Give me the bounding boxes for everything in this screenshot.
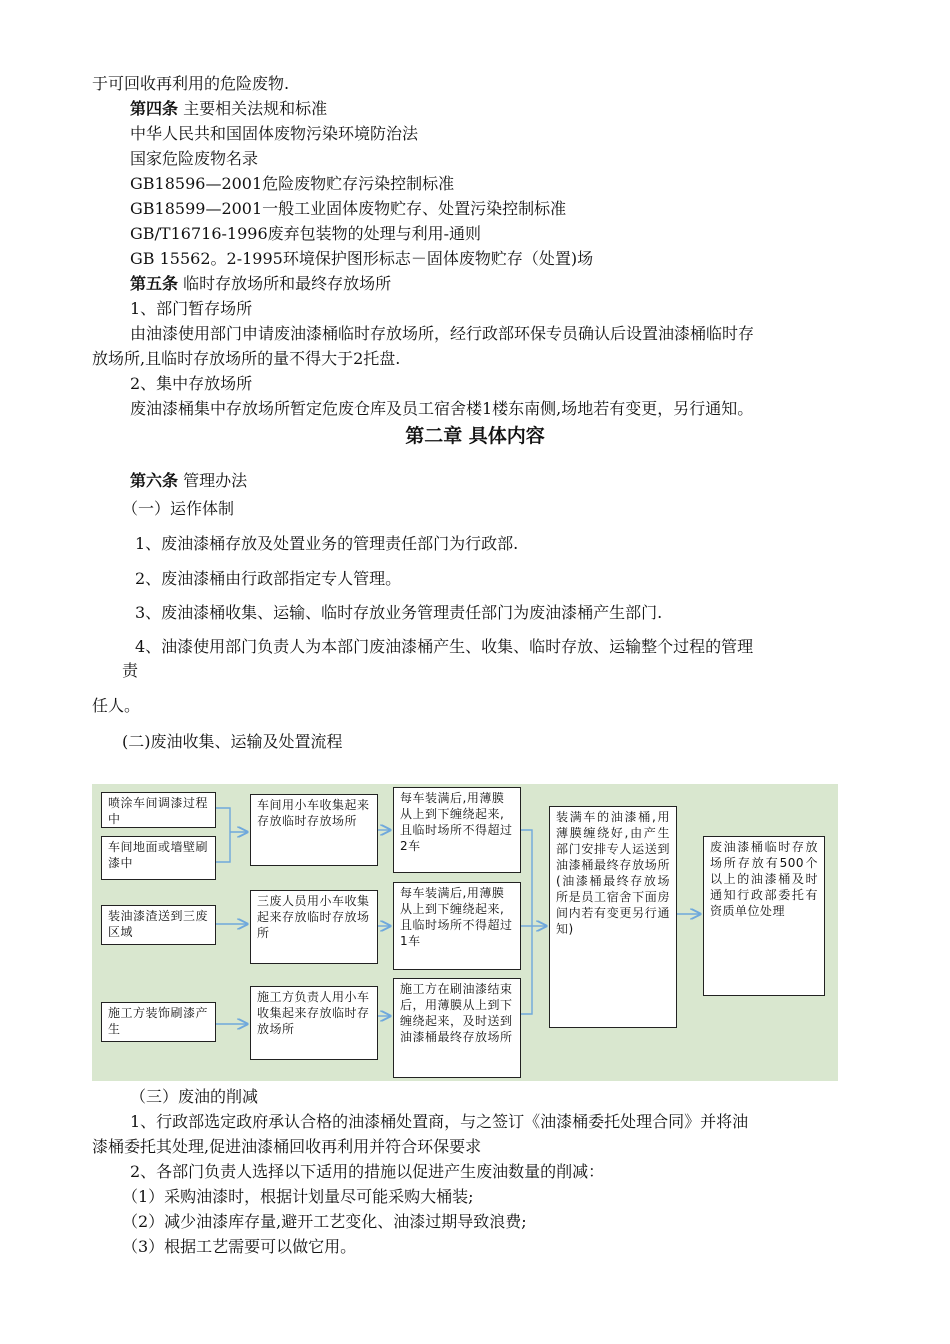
measure-item: （3）根据工艺需要可以做它用。: [122, 1237, 357, 1256]
step-disposal: 废油漆桶临时存放场所存放有500个以上的油漆桶及时通知行政部委托有资质单位处理: [703, 836, 825, 996]
step-waste-staff-cart: 三废人员用小车收集起来存放临时存放场所: [250, 890, 378, 964]
law-item: 国家危险废物名录: [130, 149, 259, 168]
step-workshop-cart: 车间用小车收集起来存放临时存放场所: [250, 794, 378, 866]
paragraph-line: 由油漆使用部门申请废油漆桶临时存放场所，经行政部环保专员确认后设置油漆桶临时存: [130, 324, 755, 343]
law-item: GB/T16716-1996废弃包装物的处理与利用-通则: [130, 224, 482, 243]
sub-heading: 1、部门暂存场所: [130, 299, 253, 318]
step-wrap-limit-2: 每车装满后,用薄膜从上到下缠绕起来,且临时场所不得超过2车: [393, 787, 521, 873]
law-item: GB18596—2001危险废物贮存污染控制标准: [130, 174, 455, 193]
article-6-heading: [130, 470, 247, 492]
paragraph-line: 2、各部门负责人选择以下适用的措施以促进产生废油数量的削减：: [130, 1162, 605, 1181]
paragraph-line: 1、行政部选定政府承认合格的油漆桶处置商，与之签订《油漆桶委托处理合同》并将油: [130, 1112, 749, 1131]
sub-heading: 2、集中存放场所: [130, 374, 253, 393]
text-line: 于可回收再利用的危险废物.: [92, 74, 290, 93]
law-item: GB 15562。2-1995环境保护图形标志－固体废物贮存（处置)场: [130, 249, 594, 268]
source-contractor-paint: 施工方装饰刷漆产生: [101, 1002, 216, 1042]
list-item: 2、废油漆桶由行政部指定专人管理。: [135, 569, 402, 588]
measure-item: （2）减少油漆库存量,避开工艺变化、油漆过期导致浪费;: [122, 1212, 527, 1231]
paragraph-line: 放场所,且临时存放场所的量不得大于2托盘.: [92, 349, 401, 368]
step-contractor-cart: 施工方负责人用小车收集起来存放临时存放场所: [250, 986, 378, 1060]
law-item: 中华人民共和国固体废物污染环境防治法: [130, 124, 419, 143]
article-title: 主要相关法规和标准: [183, 99, 328, 118]
paragraph-line: 废油漆桶集中存放场所暂定危废仓库及员工宿舍楼1楼东南侧,场地若有变更，另行通知。: [130, 399, 754, 418]
article-5-heading: [130, 273, 391, 295]
list-item: 1、废油漆桶存放及处置业务的管理责任部门为行政部.: [135, 534, 519, 553]
sub-heading: (二)废油收集、运输及处置流程: [122, 732, 343, 751]
article-title: 管理办法: [183, 471, 248, 490]
article-4-heading: [130, 98, 327, 120]
article-label: 第六条: [130, 471, 179, 490]
list-item: 4、油漆使用部门负责人为本部门废油漆桶产生、收集、临时存放、运输整个过程的管理: [135, 637, 754, 656]
step-contractor-wrap: 施工方在刷油漆结束后，用薄膜从上到下缠绕起来，及时送到油漆桶最终存放场所: [393, 978, 521, 1078]
list-item-wrap: 任人。: [92, 696, 141, 715]
source-spray-workshop: 喷涂车间调漆过程中: [101, 792, 216, 828]
law-item: GB18599—2001一般工业固体废物贮存、处置污染控制标准: [130, 199, 567, 218]
process-flowchart: [92, 784, 838, 1081]
chapter-title: 第二章 具体内容: [405, 425, 545, 447]
article-label: 第四条: [130, 99, 179, 118]
paragraph-line: 漆桶委托其处理,促进油漆桶回收再利用并符合环保要求: [92, 1137, 482, 1156]
step-wrap-limit-1: 每车装满后,用薄膜从上到下缠绕起来,且临时场所不得超过1车: [393, 882, 521, 970]
source-paint-residue: 装油漆渣送到三废区域: [101, 905, 216, 945]
measure-item: （1）采购油漆时，根据计划量尽可能采购大桶装;: [122, 1187, 474, 1206]
list-item: 3、废油漆桶收集、运输、临时存放业务管理责任部门为废油漆桶产生部门.: [135, 603, 663, 622]
sub-heading: （三）废油的削减: [130, 1087, 259, 1106]
list-item-wrap: 责: [122, 661, 139, 680]
sub-heading: （一）运作体制: [122, 499, 235, 518]
article-title: 临时存放场所和最终存放场所: [183, 274, 392, 293]
article-label: 第五条: [130, 274, 179, 293]
source-wall-floor-paint: 车间地面或墙壁刷漆中: [101, 836, 216, 880]
step-transport-final: 装满车的油漆桶,用薄膜缠绕好,由产生部门安排专人运送到油漆桶最终存放场所(油漆桶最终存放场所是员工宿舍下面房间内若有变更另行通知): [549, 806, 677, 1028]
